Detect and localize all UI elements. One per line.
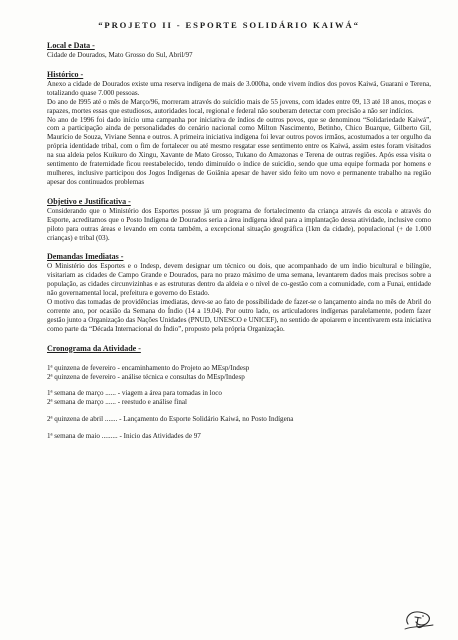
demandas-paragraph-2: O motivo das tomadas de providências imediatas, deve-se ao fato de possibilidade de fazer-se o lançamento ainda no mês de Abril do corrente ano, por ocasião da Semana do Índio (14 a 19.04). Por outro lado, os articuladores indígenas paralelamente, podem fazer gestão junto a Organização das Nações Unidades (PNUD, UNESCO e UNICEF), no sentido de apoiarem e incentivarem esta iniciativa como parte da “Década Internacional do Índio”, proposto pela própria Organização. <box>47 298 431 333</box>
historico-paragraph-2: Do ano de l995 até o mês de Março/96, morreram através do suicídio mais de 55 jovens, com idades entre 09, 13 até 18 anos, moças e rapazes, mortes essas que estudiosos, autoridades local, regional e federal não souberam detectar com precisão a não ser indícios. <box>47 97 431 115</box>
cronograma-group-abril <box>47 415 431 424</box>
cronograma-item: 1ª semana de maio ......... - Inicio das Atividades de 97 <box>47 432 201 441</box>
local-text: Cidade de Dourados, Mato Grosso do Sul, Abril/97 <box>47 51 193 59</box>
demandas-heading: Demandas Imediatas - <box>47 252 124 262</box>
historico-heading: Histórico - <box>47 69 84 79</box>
objetivo-text: Considerando que o Ministério dos Esportes possue já um programa de fortalecimento da criança através da escola e através do Esporte, acreditamos que o Posto Indígena de Dourados seria a área indígena ideal para a implantação dessa atividade, inclusive como piloto para outras áreas e levando em conta também, a excepcional situação geográfica (1km da cidade), populacional (+ de 1.000 crianças) e tribal (03). <box>47 206 431 242</box>
cronograma-item: 2ª quinzena de fevereiro - análise técnica e consultas do MEsp/Indesp <box>47 372 245 381</box>
section-historico <box>47 70 431 187</box>
historico-paragraph-1: Anexo a cidade de Dourados existe uma reserva indígena de mais de 3.000ha, onde vivem índios dos povos Kaiwá, Guarani e Terena, totalizando quase 7.000 pessoas. <box>47 79 431 97</box>
cronograma-item: 1ª quinzena de fevereiro - encaminhamento do Projeto ao MEsp/Indesp <box>47 363 250 372</box>
cronograma-item: 2ª semana de março ...... - reestudo e análise final <box>47 398 188 407</box>
cronograma-group-fevereiro <box>47 364 431 382</box>
cronograma-group-marco <box>47 389 431 407</box>
handwritten-signature-icon <box>402 608 436 632</box>
demandas-paragraph-1: O Ministério dos Esportes e o Indesp, devem designar um técnico ou dois, que acompanhado de um índio bicultural e bilíngüe, visitariam as cidades de Campo Grande e Dourados, para no prazo máximo de uma semana, levantarem dados mais precisos sobre a população, as cidades circunvizinhas e as estruturas dentro da aldeia e o nível de co-gestão com a comunidade, com a Funai, entidade não governamental local, prefeitura e governo do Estado. <box>47 262 431 298</box>
historico-paragraph-3: No ano de 1996 foi dado início uma campanha por iniciativa de índios de outros povos, que se denominou “Solidariedade Kaiwá”, com a participação ainda de personalidades do cenário nacional como Milton Nascimento, Betinho, Chico Buarque, Gilberto Gil, Maurício de Souza, Viviane Senna e outros. A primeira iniciativa indígena foi levar outros povos irmãos, acostumados a ter orgulho da própria identidade tribal, com o fim de fortalecer ou até mesmo resgatar esse sentimento entre os Kaiwá, assim estes foram visitados na sua aldeia pelos Kuikuro do Xingu, Xavante de Mato Grosso, Tukano do Amazonas e Terena de outras regiões. Após essa visita o sentimento de fraternidade ficou reestabelecido, tendo diminuído o índice de suicídio, sendo que uma equipe formada por homens e mulheres, inclusive participou dos Jogos Indígenas de Goiânia apesar de haver sido feito um novo e permanente trabalho na região apesar dos continuados problemas <box>47 115 431 186</box>
document-title: “PROJETO II - ESPORTE SOLIDÁRIO KAIWÁ“ <box>98 20 360 30</box>
cronograma-heading: Cronograma da Atividade - <box>47 343 141 353</box>
cronograma-item: 2ª quinzena de abril ....... - Lançamento do Esporte Solidário Kaiwá, no Posto Indígena <box>47 415 294 424</box>
section-demandas <box>47 252 431 333</box>
section-cronograma <box>47 344 431 441</box>
cronograma-item: 1ª semana de março ...... - viagem a área para tomadas in loco <box>47 389 222 398</box>
cronograma-group-maio <box>47 432 431 441</box>
section-local <box>47 41 431 60</box>
objetivo-heading: Objetivo e Justificativa - <box>47 196 131 206</box>
section-objetivo <box>47 197 431 243</box>
local-heading: Local e Data - <box>47 41 95 50</box>
